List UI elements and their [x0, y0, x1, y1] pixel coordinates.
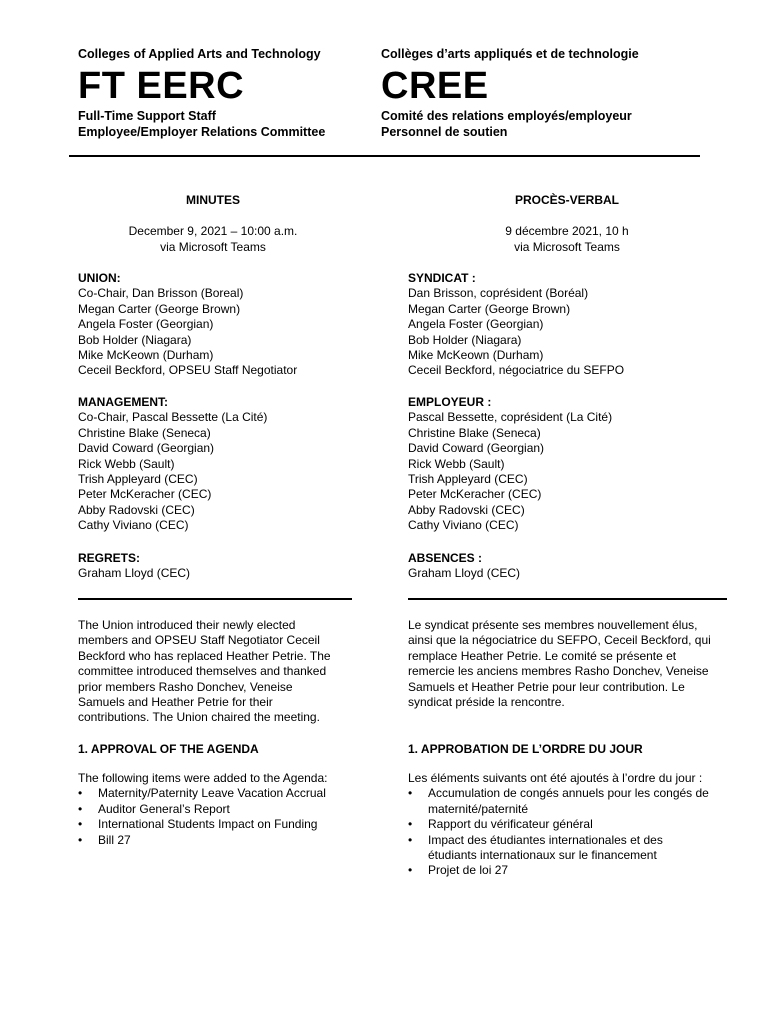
regrets-members-en [78, 566, 363, 581]
agenda-item-en-text: Auditor General’s Report [98, 801, 230, 816]
management-member-fr: Abby Radovski (CEC) [408, 502, 525, 517]
management-block-fr [408, 395, 728, 534]
header-divider [69, 155, 700, 157]
bullet-icon: • [408, 832, 413, 847]
union-members-fr [408, 286, 728, 378]
header-acronym-fr: CREE [381, 65, 489, 107]
union-members-en [78, 286, 363, 378]
union-member-fr: Megan Carter (George Brown) [408, 301, 571, 316]
intro-line-en: The Union introduced their newly elected [78, 618, 296, 632]
agenda-item-en-text: International Students Impact on Funding [98, 817, 318, 832]
intro-line-fr: Le syndicat présente ses membres nouvellement élus, [408, 618, 698, 632]
agenda-item-fr-text: Impact des étudiantes internationales et des [428, 832, 663, 847]
intro-line-en: Samuels and Heather Petrie for their [78, 695, 273, 710]
management-heading-en: MANAGEMENT: [78, 395, 168, 409]
header-org-fr: Collèges d’arts appliqués et de technologie [381, 47, 639, 61]
management-member-en: Christine Blake (Seneca) [78, 425, 211, 440]
header-committee-en-line2: Employee/Employer Relations Committee [78, 125, 326, 139]
management-member-en: Trish Appleyard (CEC) [78, 472, 198, 487]
section1-body-en [78, 771, 378, 848]
intro-paragraph-fr [408, 618, 728, 710]
bullet-icon: • [78, 786, 83, 801]
meeting-venue-fr: via Microsoft Teams [514, 240, 620, 254]
header-committee-fr-line2: Personnel de soutien [381, 125, 508, 139]
agenda-item-fr-text: étudiants internationaux sur le financement [428, 848, 657, 863]
union-member-en: Megan Carter (George Brown) [78, 301, 241, 316]
regrets-member-en: Graham Lloyd (CEC) [78, 566, 191, 581]
agenda-items-en [78, 786, 378, 848]
bullet-icon: • [408, 786, 413, 801]
intro-line-en: contributions. The Union chaired the meeting. [78, 710, 320, 725]
union-member-en: Bob Holder (Niagara) [78, 332, 192, 347]
divider-en [78, 598, 352, 600]
header-committee-en [78, 108, 378, 140]
union-member-fr: Angela Foster (Georgian) [408, 317, 544, 332]
header-committee-en-line1: Full-Time Support Staff [78, 109, 216, 123]
management-member-fr: Cathy Viviano (CEC) [408, 518, 519, 533]
agenda-item-fr [408, 833, 728, 864]
section1-heading-en: 1. APPROVAL OF THE AGENDA [78, 742, 259, 756]
agenda-item-fr [408, 786, 728, 817]
intro-line-fr: remplace Heather Petrie. Le comité se présente et [408, 648, 677, 663]
regrets-members-fr [408, 566, 728, 581]
management-member-en: Abby Radovski (CEC) [78, 502, 195, 517]
intro-line-fr: ainsi que la négociatrice du SEFPO, Ceceil Beckford, qui [408, 633, 711, 648]
union-member-en: Ceceil Beckford, OPSEU Staff Negotiator [78, 363, 298, 378]
intro-paragraph-en [78, 618, 363, 726]
agenda-item-en-text: Maternity/Paternity Leave Vacation Accrual [98, 786, 326, 801]
management-heading-fr: EMPLOYEUR : [408, 395, 492, 409]
agenda-item-en [78, 817, 378, 832]
intro-line-en: Beckford who has replaced Heather Petrie. The [78, 648, 331, 663]
union-member-fr: Mike McKeown (Durham) [408, 348, 544, 363]
union-heading-en: UNION: [78, 271, 121, 285]
agenda-item-en [78, 786, 378, 801]
bullet-icon: • [78, 801, 83, 816]
regrets-block-en [78, 551, 363, 582]
management-member-en: Co-Chair, Pascal Bessette (La Cité) [78, 410, 268, 425]
intro-line-fr: Samuels et Heather Petrie pour leur contribution. Le [408, 679, 685, 694]
section1-heading-fr: 1. APPROBATION DE L’ORDRE DU JOUR [408, 742, 643, 756]
union-member-en: Angela Foster (Georgian) [78, 317, 214, 332]
bullet-icon: • [78, 832, 83, 847]
header-org-en: Colleges of Applied Arts and Technology [78, 47, 321, 61]
management-member-fr: Trish Appleyard (CEC) [408, 472, 528, 487]
agenda-item-fr-text: Projet de loi 27 [428, 863, 509, 878]
union-member-fr: Dan Brisson, coprésident (Boréal) [408, 286, 589, 301]
union-member-fr: Bob Holder (Niagara) [408, 332, 522, 347]
divider-fr [408, 598, 727, 600]
union-member-fr: Ceceil Beckford, négociatrice du SEFPO [408, 363, 625, 378]
intro-line-fr: syndicat préside la rencontre. [408, 695, 565, 710]
management-members-fr [408, 410, 728, 533]
header-committee-fr-line1: Comité des relations employés/employeur [381, 109, 632, 123]
bullet-icon: • [408, 863, 413, 878]
regrets-block-fr [408, 551, 728, 582]
union-member-en: Co-Chair, Dan Brisson (Boreal) [78, 286, 244, 301]
agenda-item-fr [408, 863, 728, 878]
agenda-item-en [78, 802, 378, 817]
agenda-items-fr [408, 786, 728, 878]
management-member-fr: David Coward (Georgian) [408, 441, 545, 456]
management-block-en [78, 395, 363, 534]
minutes-title: MINUTES [186, 193, 240, 207]
management-member-en: Rick Webb (Sault) [78, 456, 175, 471]
regrets-heading-en: REGRETS: [78, 551, 141, 565]
agenda-item-fr-text: Accumulation de congés annuels pour les congés de [428, 786, 709, 801]
section1-lead-en: The following items were added to the Agenda: [78, 771, 328, 785]
management-member-en: David Coward (Georgian) [78, 441, 215, 456]
union-block-en [78, 271, 363, 379]
bullet-icon: • [408, 817, 413, 832]
management-member-fr: Christine Blake (Seneca) [408, 425, 541, 440]
agenda-item-fr-text: maternité/paternité [428, 801, 529, 816]
agenda-item-en [78, 833, 378, 848]
intro-line-en: prior members Rasho Donchev, Veneise [78, 679, 293, 694]
management-member-en: Cathy Viviano (CEC) [78, 518, 189, 533]
regrets-heading-fr: ABSENCES : [408, 551, 483, 565]
header-committee-fr [381, 108, 721, 140]
management-member-fr: Peter McKeracher (CEC) [408, 487, 542, 502]
header-acronym-en: FT EERC [78, 65, 245, 107]
proces-verbal-title: PROCÈS-VERBAL [514, 193, 619, 207]
intro-line-fr: remercie les anciens membres Rasho Donchev, Veneise [408, 664, 709, 679]
meeting-date-fr: 9 décembre 2021, 10 h [505, 224, 629, 238]
bullet-icon: • [78, 817, 83, 832]
regrets-member-fr: Graham Lloyd (CEC) [408, 566, 521, 581]
intro-line-en: committee introduced themselves and thanked [78, 664, 327, 679]
management-members-en [78, 410, 363, 533]
section1-body-fr [408, 771, 728, 879]
management-member-fr: Rick Webb (Sault) [408, 456, 505, 471]
management-member-fr: Pascal Bessette, coprésident (La Cité) [408, 410, 613, 425]
section1-lead-fr: Les éléments suivants ont été ajoutés à l’ordre du jour : [408, 771, 703, 785]
agenda-item-fr [408, 817, 728, 832]
union-member-en: Mike McKeown (Durham) [78, 348, 214, 363]
management-member-en: Peter McKeracher (CEC) [78, 487, 212, 502]
union-heading-fr: SYNDICAT : [408, 271, 476, 285]
agenda-item-en-text: Bill 27 [98, 832, 131, 847]
union-block-fr [408, 271, 728, 379]
agenda-item-fr-text: Rapport du vérificateur général [428, 817, 593, 832]
meeting-venue-en: via Microsoft Teams [160, 240, 266, 254]
meeting-date-en: December 9, 2021 – 10:00 a.m. [128, 224, 298, 238]
intro-line-en: members and OPSEU Staff Negotiator Ceceil [78, 633, 320, 648]
